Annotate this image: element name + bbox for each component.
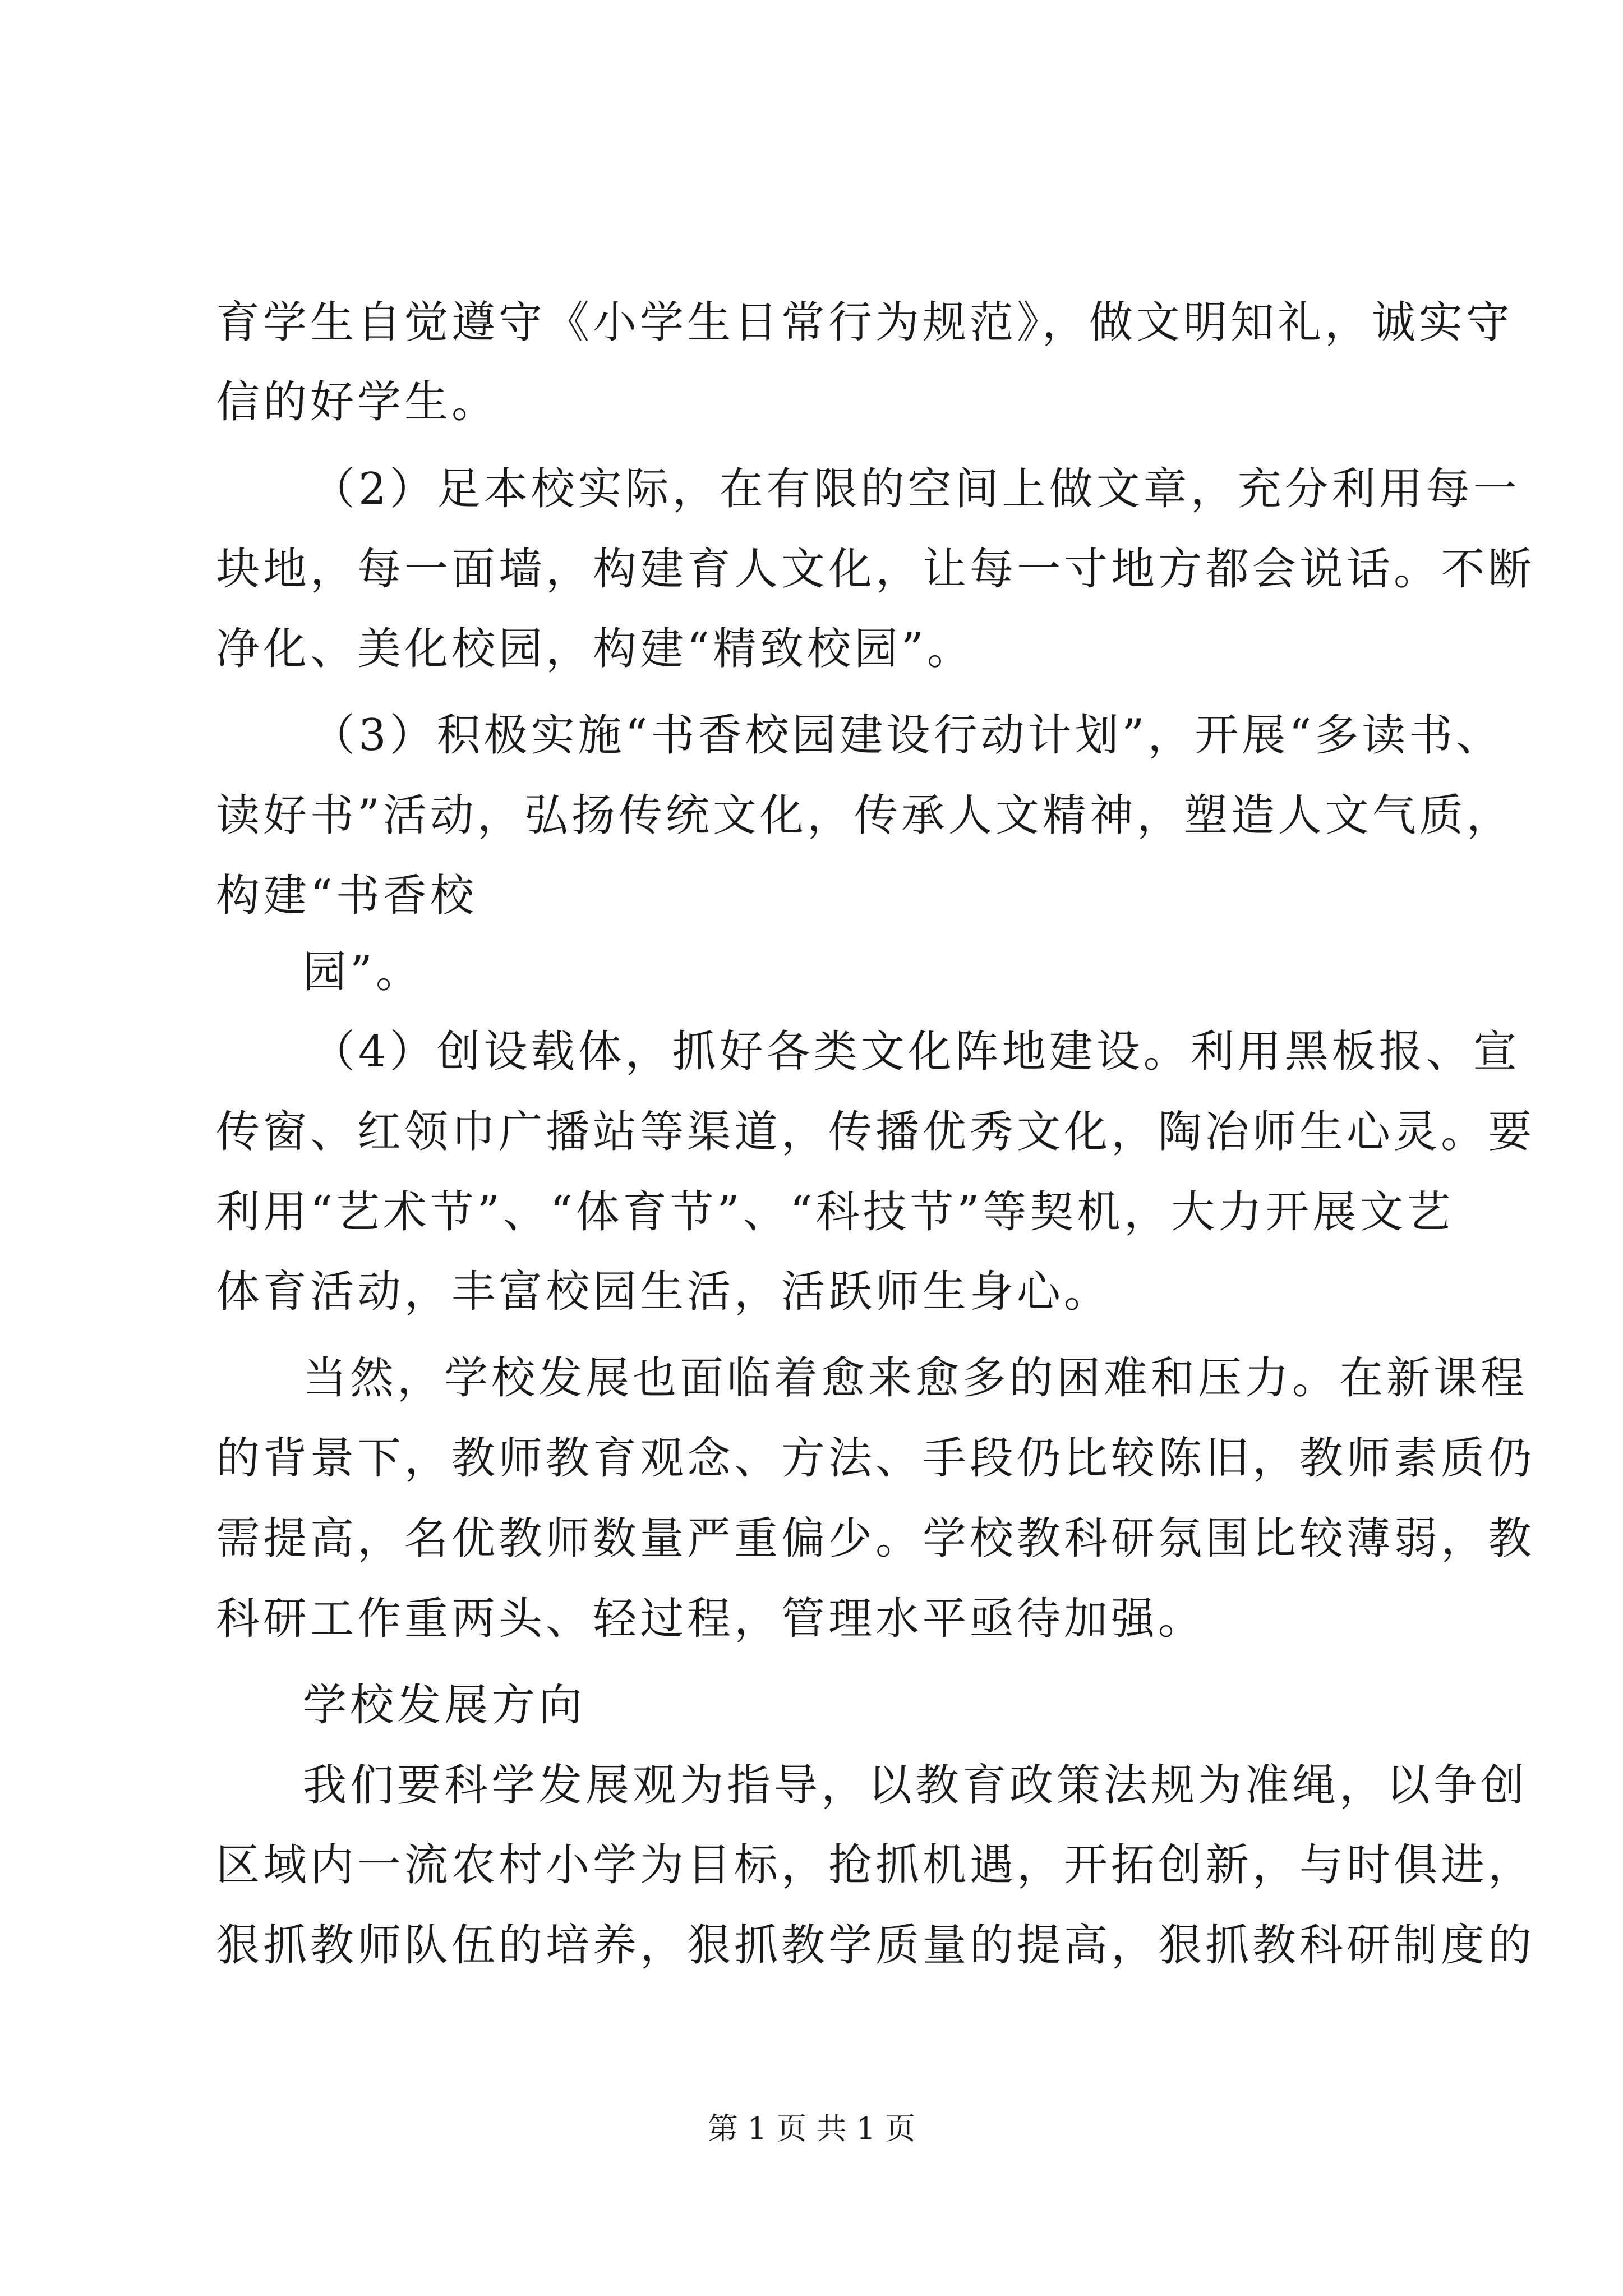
text-line: （2）足本校实际，在有限的空间上做文章，充分利用每一 [311,464,1520,514]
text-line: （3）积极实施“书香校园建设行动计划”，开展“多读书、 [311,710,1504,761]
page-number-footer: 第 1 页 共 1 页 [707,2111,916,2146]
text-line: 园”。 [303,947,423,997]
text-line: 育学生自觉遵守《小学生日常行为规范》，做文明知礼，诚实守 [216,297,1514,348]
text-line: 的背景下，教师教育观念、方法、手段仍比较陈旧，教师素质仍 [216,1433,1536,1484]
text-line: 净化、美化校园，构建“精致校园”。 [216,624,974,674]
text-line: 当然，学校发展也面临着愈来愈多的困难和压力。在新课程 [303,1353,1528,1404]
text-line: 我们要科学发展观为指导，以教育政策法规为准绳，以争创 [303,1760,1528,1811]
text-line: 体育活动，丰富校园生活，活跃师生身心。 [216,1267,1112,1317]
text-line: 读好书”活动，弘扬传统文化，传承人文精神，塑造人文气质， [216,790,1514,841]
section-heading: 学校发展方向 [303,1680,586,1731]
text-line: 科研工作重两头、轻过程，管理水平亟待加强。 [216,1594,1206,1644]
text-line: （4）创设载体，抓好各类文化阵地建设。利用黑板报、宣 [311,1027,1520,1077]
text-line: 传窗、红领巾广播站等渠道，传播优秀文化，陶冶师生心灵。要 [216,1107,1536,1157]
text-line: 构建“书香校 [216,871,477,921]
text-line: 利用“艺术节”、“体育节”、“科技节”等契机，大力开展文艺 [216,1187,1454,1237]
text-line: 需提高，名优教师数量严重偏少。学校教科研氛围比较薄弱，教 [216,1513,1536,1564]
text-line: 区域内一流农村小学为目标，抢抓机遇，开拓创新，与时俱进， [216,1840,1536,1890]
text-line: 块地，每一面墙，构建育人文化，让每一寸地方都会说话。不断 [216,544,1536,595]
text-line: 信的好学生。 [216,377,499,427]
text-line: 狠抓教师队伍的培养，狠抓教学质量的提高，狠抓教科研制度的 [216,1920,1536,1971]
